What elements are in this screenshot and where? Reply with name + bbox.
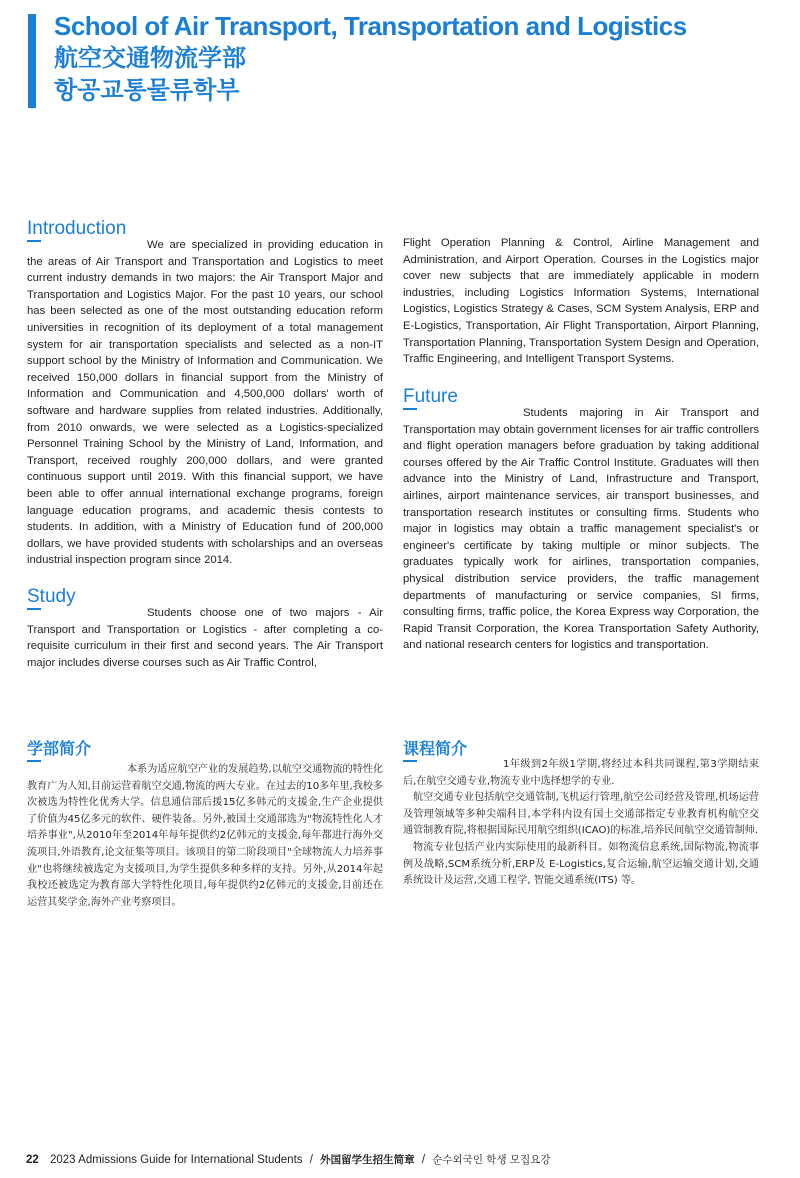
intro-zh-section <box>27 738 383 911</box>
title-english: School of Air Transport, Transportation and Logistics <box>54 11 687 41</box>
curriculum-zh-p3: 物流专业包括产业内实际使用的最新科目。如物流信息系统,国际物流,物流事例及战略,SCM系统分析,ERP及 E-Logistics,复合运输,航空运输交通计划,交通系统设计及运营,交通工程学, 智能交通系统(ITS) 等。 <box>403 841 759 887</box>
study-continued-body: Flight Operation Planning & Control, Airline Management and Administration, and Airport Operation. Courses in the Logistics major cover new subjects that are immediately applicable in modern industries, including Logistics Information Systems, International Logistics, Logistics Strategy & Cases, SCM System Analysis, ERP and E-Logistics, Transportation, Air Flight Transportation, Airport Planning, Transportation Planning, Transportation System Design and Operation, Traffic Engineering, and Intelligent Transport Systems. <box>403 237 759 366</box>
curriculum-zh-section <box>403 738 759 890</box>
intro-zh-body: 本系为适应航空产业的发展趋势,以航空交通物流的特性化教育广为人知,目前运营着航空交通,物流的两大专业。在过去的10多年里,我校多次被选为特性化优秀大学。信息通信部后援15亿多韩元的支援金,生产企业提供了价值为45亿多元的软件、硬件装备。另外,被国土交通部选为"物流特性化人才培养事业",从2010年至2014年每年提供约2亿韩元的支援金,每年都进行海外交流项目,外语教育,论文征集等项目。该项目的第二阶段项目"全球物流人力培养事业"也将继续被选定为支援项目,为学生提供多种多样的支持。另外,从2014年起我校还被选定为教育部大学特性化项目,每年提供约2亿韩元的支援金,目前还在运营其奖学金,海外产业考察项目。 <box>27 764 383 908</box>
title-chinese: 航空交通物流学部 <box>54 44 246 72</box>
footer-separator: / <box>421 1154 426 1166</box>
page-footer <box>26 1152 551 1167</box>
study-continued-section <box>403 235 759 368</box>
introduction-heading: Introduction <box>27 218 127 239</box>
future-section <box>403 386 759 654</box>
curriculum-zh-p2: 航空交通专业包括航空交通管制,飞机运行管理,航空公司经营及管理,机场运营及管理领域等多种尖端科目,本学科内设有国土交通部指定专业教育机构航空交通管制教育院,将根据国际民用航空组织(ICAO)的标准,培养民间航空交通管制师. <box>403 792 759 837</box>
page-number: 22 <box>26 1154 39 1166</box>
title-korean: 항공교통물류학부 <box>54 76 240 104</box>
future-heading: Future <box>403 386 458 407</box>
footer-guide-korean: 순수외국인 학생 모집요강 <box>432 1154 551 1166</box>
intro-zh-heading: 学部简介 <box>27 739 92 758</box>
study-section <box>27 586 383 671</box>
title-accent-bar <box>28 14 36 108</box>
footer-guide-english: 2023 Admissions Guide for International Students <box>50 1154 303 1166</box>
footer-separator: / <box>309 1154 313 1166</box>
footer-guide-chinese: 外国留学生招生简章 <box>320 1154 415 1166</box>
introduction-section <box>27 218 383 569</box>
study-heading: Study <box>27 586 76 607</box>
page-header <box>54 10 687 106</box>
introduction-body: We are specialized in providing education in the areas of Air Transport and Transportation and Logistics to meet current industry demands in two majors: the Air Transport Major and Transportation and Logistics Major. For the past 10 years, our school has been selected as one of the most outstanding education reform universities in recognition of its deployment of a total management system for air transportation specialists and selected as a non-IT support school by the Ministry of Information and Communication. We received 150,000 dollars in financial support from the Ministry of Information and Communication and 4,500,000 dollars' worth of software and hardware supplies from related industries. Additionally, from 2010 onwards, we were selected as a Logistics-specialized Personnel Training School by the Ministry of Land, Information, and Transport, received roughly 200,000 dollars, and were granted continuous support until 2019. With this financial support, we have been able to offer annual international exchange programs, foreign language education programs, and academic thesis contests to students. In addition, with a Ministry of Education fund of 200,000 dollars, we have provided students with scholarships and an overseas industrial inspection program since 2014. <box>27 239 383 567</box>
curriculum-zh-body <box>403 757 759 890</box>
curriculum-zh-heading: 课程简介 <box>403 739 468 758</box>
study-body: Students choose one of two majors - Air Transport and Transportation or Logistics - after completing a co-requisite curriculum in their first and second years. The Air Transport major includes diverse courses such as Air Traffic Control, <box>27 607 383 669</box>
future-body: Students majoring in Air Transport and Transportation may obtain government licenses for air traffic controllers and flight operation managers before graduation by taking additional courses offered by the Air Traffic Control Institute. Graduates will then advance into the Ministry of Land, Infrastructure and Transport, airlines, airport maintenance services, air transport businesses, and transportation research institutes or consulting firms. Students who major in logistics may obtain a traffic management specialist's or engineer's certificate by taking multiple or minor subjects. The graduates typically work for airlines, transportation companies, physical distribution service providers, the traffic management departments of manufacturing or service companies, SI firms, consulting firms, traffic police, the Korea Express way Corporation, the Rapid Transit Corporation, the Korea Transportation Safety Authority, and national research centers for logistics and transportation. <box>403 407 759 652</box>
curriculum-zh-p1: 1年级到2年级1学期,将经过本科共同课程,第3学期结束后,在航空交通专业,物流专业中选择想学的专业. <box>403 759 759 787</box>
